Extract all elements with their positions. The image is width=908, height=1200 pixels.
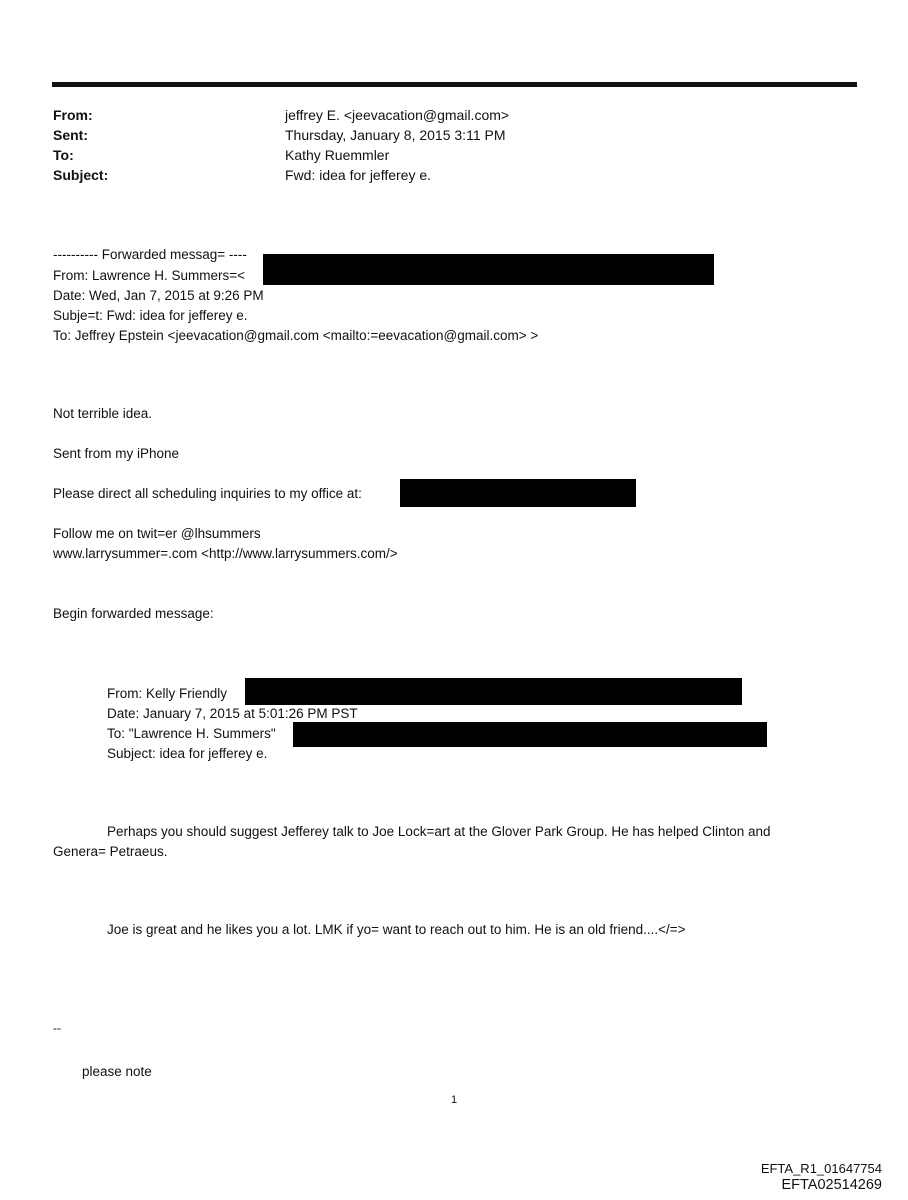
signature-dash: -- (53, 1021, 61, 1035)
inner-paragraph-2: Joe is great and he likes you a lot. LMK if yo= want to reach out to him. He is an old friend....</=> (107, 922, 686, 937)
page-number: 1 (451, 1094, 458, 1106)
inner-paragraph-1a: Perhaps you should suggest Jefferey talk to Joe Lock=art at the Glover Park Group. He has helped Clinton and (107, 824, 771, 839)
redaction-box (245, 678, 742, 705)
body-line-not-terrible: Not terrible idea. (53, 406, 153, 421)
body-line-scheduling: Please direct all scheduling inquiries to my office at: (53, 486, 362, 501)
subject-label: Subject: (53, 167, 109, 183)
forwarded-subject: Subje=t: Fwd: idea for jefferey e. (53, 308, 248, 323)
forwarded-date: Date: Wed, Jan 7, 2015 at 9:26 PM (53, 288, 264, 303)
body-line-twitter: Follow me on twit=er @lhsummers (53, 526, 261, 541)
from-value: jeffrey E. <jeevacation@gmail.com> (285, 107, 510, 123)
inner-subject: Subject: idea for jefferey e. (107, 746, 268, 761)
body-line-website: www.larrysummer=.com <http://www.larrysummers.com/> (53, 546, 398, 561)
inner-date: Date: January 7, 2015 at 5:01:26 PM PST (107, 706, 358, 721)
forwarded-divider: ---------- Forwarded messag= ---- (53, 247, 247, 262)
subject-value: Fwd: idea for jefferey e. (285, 167, 432, 183)
forwarded-from: From: Lawrence H. Summers=< (53, 268, 246, 283)
to-value: Kathy Ruemmler (285, 147, 390, 163)
to-label: To: (53, 147, 74, 163)
redaction-box (400, 479, 636, 507)
inner-from: From: Kelly Friendly (107, 686, 228, 701)
top-rule (52, 82, 857, 87)
efta-id-primary: EFTA_R1_01647754 (760, 1161, 882, 1176)
sent-label: Sent: (53, 127, 88, 143)
body-line-begin-forwarded: Begin forwarded message: (53, 606, 214, 621)
efta-id-secondary: EFTA02514269 (781, 1177, 882, 1193)
please-note: please note (82, 1064, 152, 1079)
body-line-sent-from: Sent from my iPhone (53, 446, 180, 461)
inner-paragraph-1b: Genera= Petraeus. (53, 844, 168, 859)
inner-to: To: "Lawrence H. Summers" (107, 726, 276, 741)
sent-value: Thursday, January 8, 2015 3:11 PM (285, 127, 506, 143)
forwarded-to: To: Jeffrey Epstein <jeevacation@gmail.com <mailto:=eevacation@gmail.com> > (53, 328, 539, 343)
redaction-box (293, 722, 767, 747)
from-label: From: (53, 107, 93, 123)
redaction-box (263, 254, 714, 285)
